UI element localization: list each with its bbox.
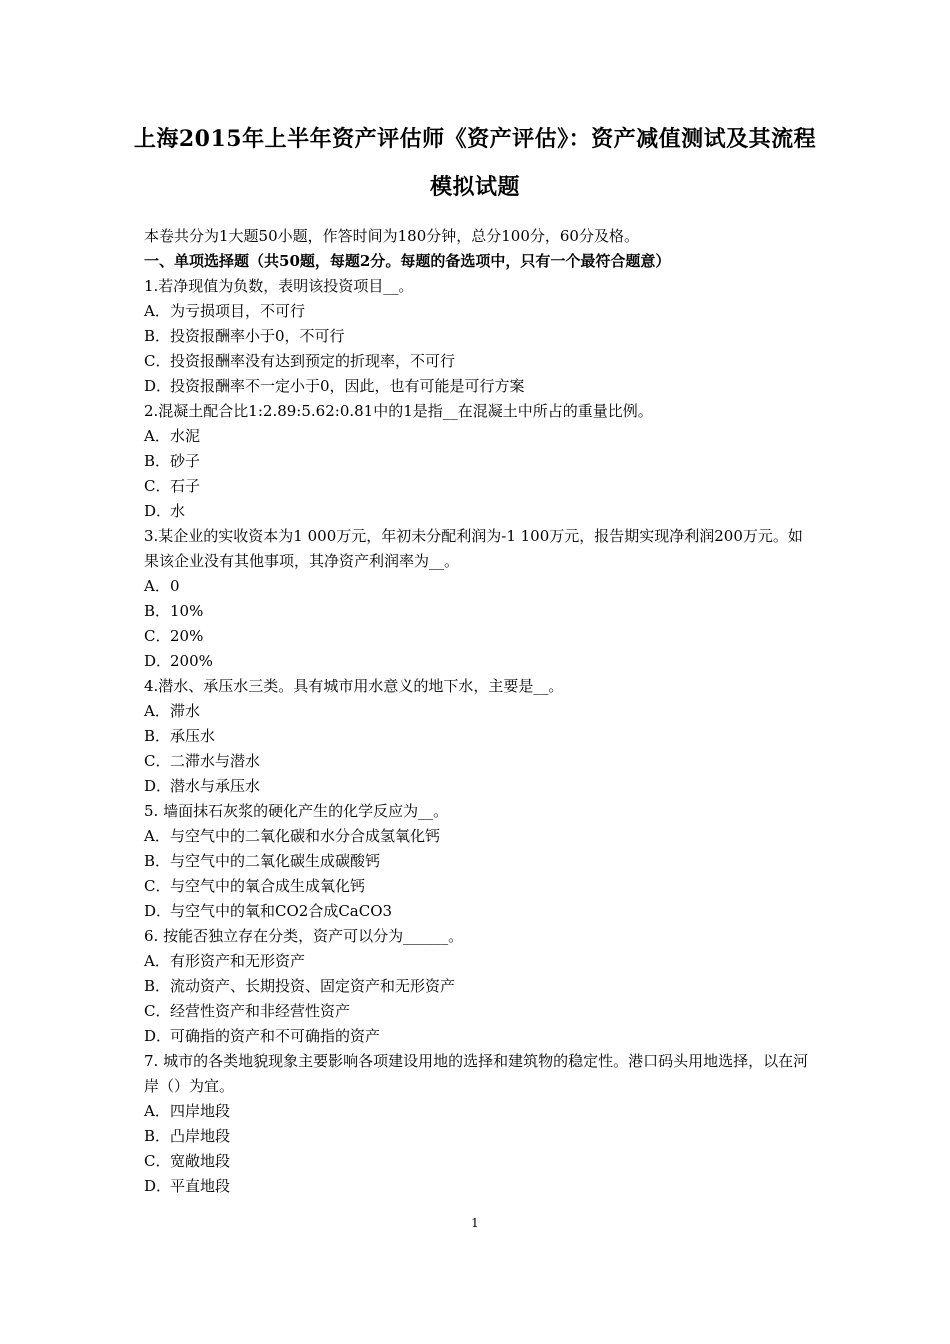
question-text: 6. 按能否独立存在分类，资产可以分为______。 <box>144 927 464 945</box>
answer-option <box>144 874 814 899</box>
option-text: 与空气中的二氧化碳生成碳酸钙 <box>170 852 381 870</box>
option-letter: B． <box>144 1127 171 1145</box>
answer-option <box>144 974 814 999</box>
option-text: 二滞水与潜水 <box>170 752 261 770</box>
option-text: 0 <box>170 577 180 595</box>
option-letter: A． <box>144 427 170 445</box>
document-title: 上海2015年上半年资产评估师《资产评估》：资产减值测试及其流程 <box>133 126 817 152</box>
answer-option <box>144 474 814 499</box>
option-text: 水泥 <box>170 427 201 445</box>
option-letter: A． <box>144 577 170 595</box>
answer-option <box>144 949 814 974</box>
option-text: 投资报酬率不一定小于0，因此，也有可能是可行方案 <box>170 377 525 395</box>
option-text: 有形资产和无形资产 <box>170 952 306 970</box>
option-text: 10% <box>170 602 204 620</box>
option-letter: D． <box>144 902 172 920</box>
option-text: 四岸地段 <box>170 1102 231 1120</box>
answer-option <box>144 724 814 749</box>
exam-intro: 本卷共分为1大题50小题，作答时间为180分钟，总分100分，60分及格。 <box>144 227 639 245</box>
option-letter: B． <box>144 327 171 345</box>
document-title-continued: 模拟试题 <box>429 174 520 200</box>
option-text: 凸岸地段 <box>170 1127 231 1145</box>
question-text: 5. 墙面抹石灰浆的硬化产生的化学反应为__。 <box>144 802 449 820</box>
answer-option <box>144 374 814 399</box>
option-text: 为亏损项目，不可行 <box>170 302 306 320</box>
question-text: 3.某企业的实收资本为1 000万元，年初未分配利润为-1 100万元，报告期实现净利润200万元。如果该企业没有其他事项，其净资产利润率为__。 <box>144 527 803 570</box>
option-text: 可确指的资产和不可确指的资产 <box>170 1027 381 1045</box>
option-letter: B． <box>144 452 171 470</box>
option-letter: C． <box>144 352 171 370</box>
answer-option <box>144 1024 814 1049</box>
answer-option <box>144 424 814 449</box>
answer-option <box>144 624 814 649</box>
option-letter: D． <box>144 502 172 520</box>
option-letter: A． <box>144 952 170 970</box>
option-letter: D． <box>144 777 172 795</box>
option-text: 承压水 <box>170 727 216 745</box>
answer-option <box>144 849 814 874</box>
answer-option <box>144 1149 814 1174</box>
option-letter: C． <box>144 1002 171 1020</box>
option-text: 滞水 <box>170 702 201 720</box>
option-letter: D． <box>144 1177 172 1195</box>
answer-option <box>144 324 814 349</box>
answer-option <box>144 824 814 849</box>
answer-option <box>144 299 814 324</box>
option-letter: C． <box>144 477 171 495</box>
option-letter: B． <box>144 852 171 870</box>
option-letter: C． <box>144 1152 171 1170</box>
option-text: 经营性资产和非经营性资产 <box>170 1002 351 1020</box>
option-text: 潜水与承压水 <box>170 777 261 795</box>
page-number: 1 <box>471 1216 479 1230</box>
section-heading: 一、单项选择题（共50题，每题2分。每题的备选项中，只有一个最符合题意） <box>144 252 671 270</box>
option-letter: A． <box>144 1102 170 1120</box>
option-letter: A． <box>144 827 170 845</box>
option-text: 与空气中的氧合成生成氧化钙 <box>170 877 366 895</box>
option-letter: D． <box>144 1027 172 1045</box>
question-text: 4.潜水、承压水三类。具有城市用水意义的地下水，主要是__。 <box>144 677 564 695</box>
option-text: 200% <box>170 652 213 670</box>
question-text: 7. 城市的各类地貌现象主要影响各项建设用地的选择和建筑物的稳定性。港口码头用地选择，以在河岸（）为宜。 <box>144 1052 809 1095</box>
option-text: 投资报酬率小于0，不可行 <box>170 327 345 345</box>
option-text: 平直地段 <box>170 1177 231 1195</box>
document-body <box>144 224 814 1199</box>
question-text: 1.若净现值为负数，表明该投资项目__。 <box>144 277 414 295</box>
option-letter: C． <box>144 752 171 770</box>
option-text: 流动资产、长期投资、固定资产和无形资产 <box>170 977 456 995</box>
answer-option <box>144 1124 814 1149</box>
option-letter: C． <box>144 877 171 895</box>
option-text: 宽敞地段 <box>170 1152 231 1170</box>
option-letter: C． <box>144 627 171 645</box>
answer-option <box>144 499 814 524</box>
option-letter: B． <box>144 727 171 745</box>
answer-option <box>144 749 814 774</box>
answer-option <box>144 1099 814 1124</box>
answer-option <box>144 1174 814 1199</box>
option-text: 20% <box>170 627 204 645</box>
answer-option <box>144 899 814 924</box>
option-letter: A． <box>144 302 170 320</box>
answer-option <box>144 449 814 474</box>
option-text: 水 <box>170 502 186 520</box>
answer-option <box>144 774 814 799</box>
option-letter: B． <box>144 602 171 620</box>
option-letter: D． <box>144 377 172 395</box>
answer-option <box>144 649 814 674</box>
option-text: 与空气中的二氧化碳和水分合成氢氧化钙 <box>170 827 441 845</box>
option-letter: A． <box>144 702 170 720</box>
option-text: 石子 <box>170 477 201 495</box>
option-letter: D． <box>144 652 172 670</box>
option-text: 与空气中的氧和CO2合成CaCO3 <box>170 902 393 920</box>
option-letter: B． <box>144 977 171 995</box>
option-text: 砂子 <box>170 452 201 470</box>
answer-option <box>144 999 814 1024</box>
answer-option <box>144 349 814 374</box>
question-text: 2.混凝土配合比1:2.89:5.62:0.81中的1是指__在混凝土中所占的重量比例。 <box>144 402 653 420</box>
answer-option <box>144 574 814 599</box>
option-text: 投资报酬率没有达到预定的折现率，不可行 <box>170 352 456 370</box>
answer-option <box>144 699 814 724</box>
answer-option <box>144 599 814 624</box>
question-list <box>144 274 814 1199</box>
